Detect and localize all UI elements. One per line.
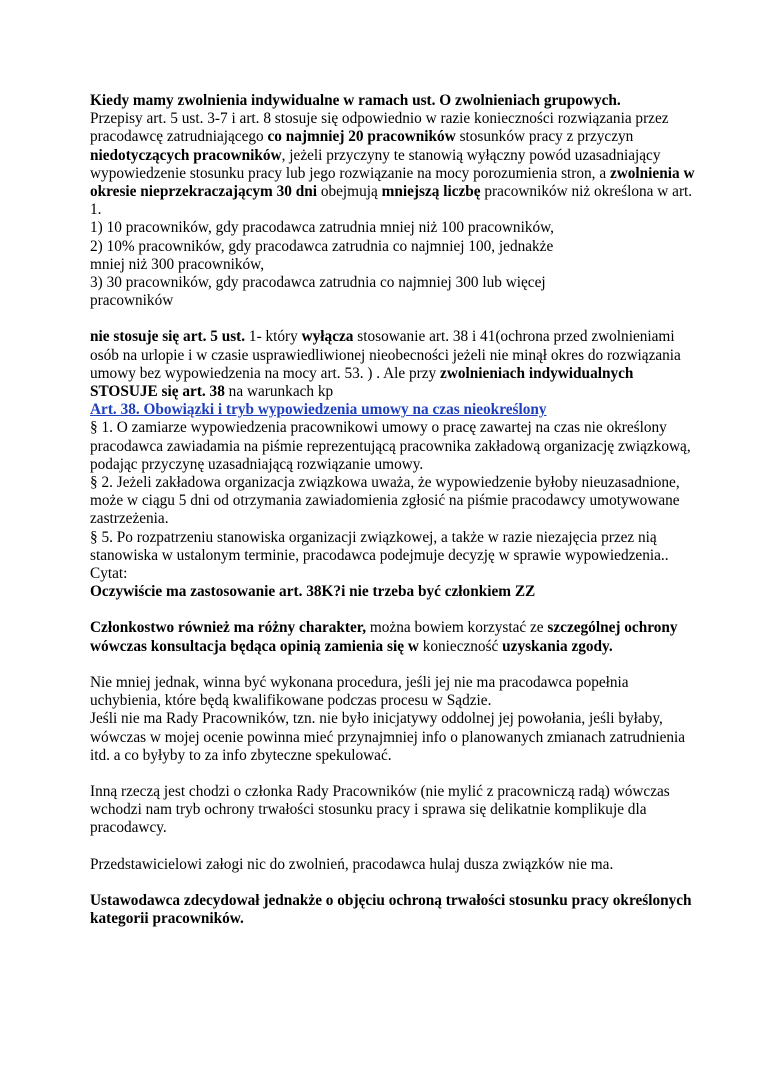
quote-label: Cytat: [90, 565, 128, 583]
spacer [90, 765, 695, 783]
paragraph-czlonek-rady: Inną rzeczą jest chodzi o członka Rady Pracowników (nie mylić z pracowniczą radą) wówczas wchodzi nam tryb ochrony trwałości stosunku pracy i sprawa się delikatnie komplikuje dla pracodawcy. [90, 782, 670, 837]
section-2: § 2. Jeżeli zakładowa organizacja związkowa uważa, że wypowiedzenie byłoby nieuzasadnione, może w ciągu 5 dni od otrzymania zawiadomienia zgłosić na piśmie pracodawcy umotywowane zastrzeżenia. [90, 474, 680, 528]
paragraph-przedstawiciel: Przedstawicielowi załogi nic do zwolnień, pracodawca hulaj dusza związków nie ma. [90, 855, 614, 873]
document-body [90, 92, 695, 928]
art38-link-line [90, 401, 695, 419]
paragraph-rada: Jeśli nie ma Rady Pracowników, tzn. nie było inicjatywy oddolnej jej powołania, jeśli byłaby, wówczas w mojej ocenie powinna mieć przynajmniej info o planowanych zmianach zatrudnienia itd. a co byłyby to za info zbyteczne spekulować. [90, 710, 686, 764]
spacer [90, 874, 695, 892]
section-1: § 1. O zamiarze wypowiedzenia pracownikowi umowy o pracę zawartej na czas nie określony pracodawca zawiadamia na piśmie reprezentującą pracownika zakładową organizację związkową, podając przyczynę uzasadniającą rozwiązanie umowy. [90, 419, 691, 473]
quote-text: Oczywiście ma zastosowanie art. 38K?i nie trzeba być członkiem ZZ [90, 583, 536, 601]
paragraph-procedura: Nie mniej jednak, winna być wykonana procedura, jeśli jej nie ma pracodawca popełnia uchybienia, które będą kwalifikowane podczas procesu w Sądzie. [90, 673, 629, 710]
paragraph-art5: nie stosuje się art. 5 ust. 1- który wyłącza stosowanie art. 38 i 41(ochrona przed zwolnieniami osób na urlopie i w czasie usprawiedliwionej nieobecności jeżeli nie minął okres do rozwiązania umowy bez wypowiedzenia na mocy art. 53. ) . Ale przy zwolnieniach indywidualnych STOSUJE się art. 38 na warunkach kp [90, 328, 681, 401]
spacer [90, 310, 695, 328]
art38-link[interactable]: Art. 38. Obowiązki i tryb wypowiedzenia umowy na czas nieokreślony [90, 401, 547, 419]
list-item-1: 1) 10 pracowników, gdy pracodawca zatrudnia mniej niż 100 pracowników, [90, 219, 554, 237]
list-item-3: 3) 30 pracowników, gdy pracodawca zatrudnia co najmniej 300 lub więcej pracowników [90, 274, 546, 310]
spacer [90, 838, 695, 856]
spacer [90, 601, 695, 619]
section-5: § 5. Po rozpatrzeniu stanowiska organizacji związkowej, a także w razie niezajęcia przez nią stanowiska w ustalonym terminie, pracodawca podejmuje decyzję w sprawie wypowiedzenia.. [90, 528, 669, 564]
paragraph-ustawodawca: Ustawodawca zdecydował jednakże o objęciu ochroną trwałości stosunku pracy określonych kategorii pracowników. [90, 891, 692, 927]
spacer [90, 656, 695, 674]
list-item-2: 2) 10% pracowników, gdy pracodawca zatrudnia co najmniej 100, jednakże mniej niż 300 pracowników, [90, 237, 554, 273]
paragraph-czlonkostwo: Członkostwo również ma różny charakter, można bowiem korzystać ze szczególnej ochrony wówczas konsultacja będąca opinią zamienia się w konieczność uzyskania zgody. [90, 619, 678, 655]
paragraph-przepisy: Przepisy art. 5 ust. 3-7 i art. 8 stosuje się odpowiednio w razie konieczności rozwiązania przez pracodawcę zatrudniającego co najmniej 20 pracowników stosunków pracy z przyczyn niedotyczących pracowników, jeżeli przyczyny te stanowią wyłączny powód uzasadniający wypowiedzenie stosunku pracy lub jego rozwiązanie na mocy porozumienia stron, a zwolnienia w okresie nieprzekraczającym 30 dni obejmują mniejszą liczbę pracowników niż określona w art. 1. [90, 110, 695, 219]
document-title: Kiedy mamy zwolnienia indywidualne w ramach ust. O zwolnieniach grupowych. [90, 92, 621, 109]
